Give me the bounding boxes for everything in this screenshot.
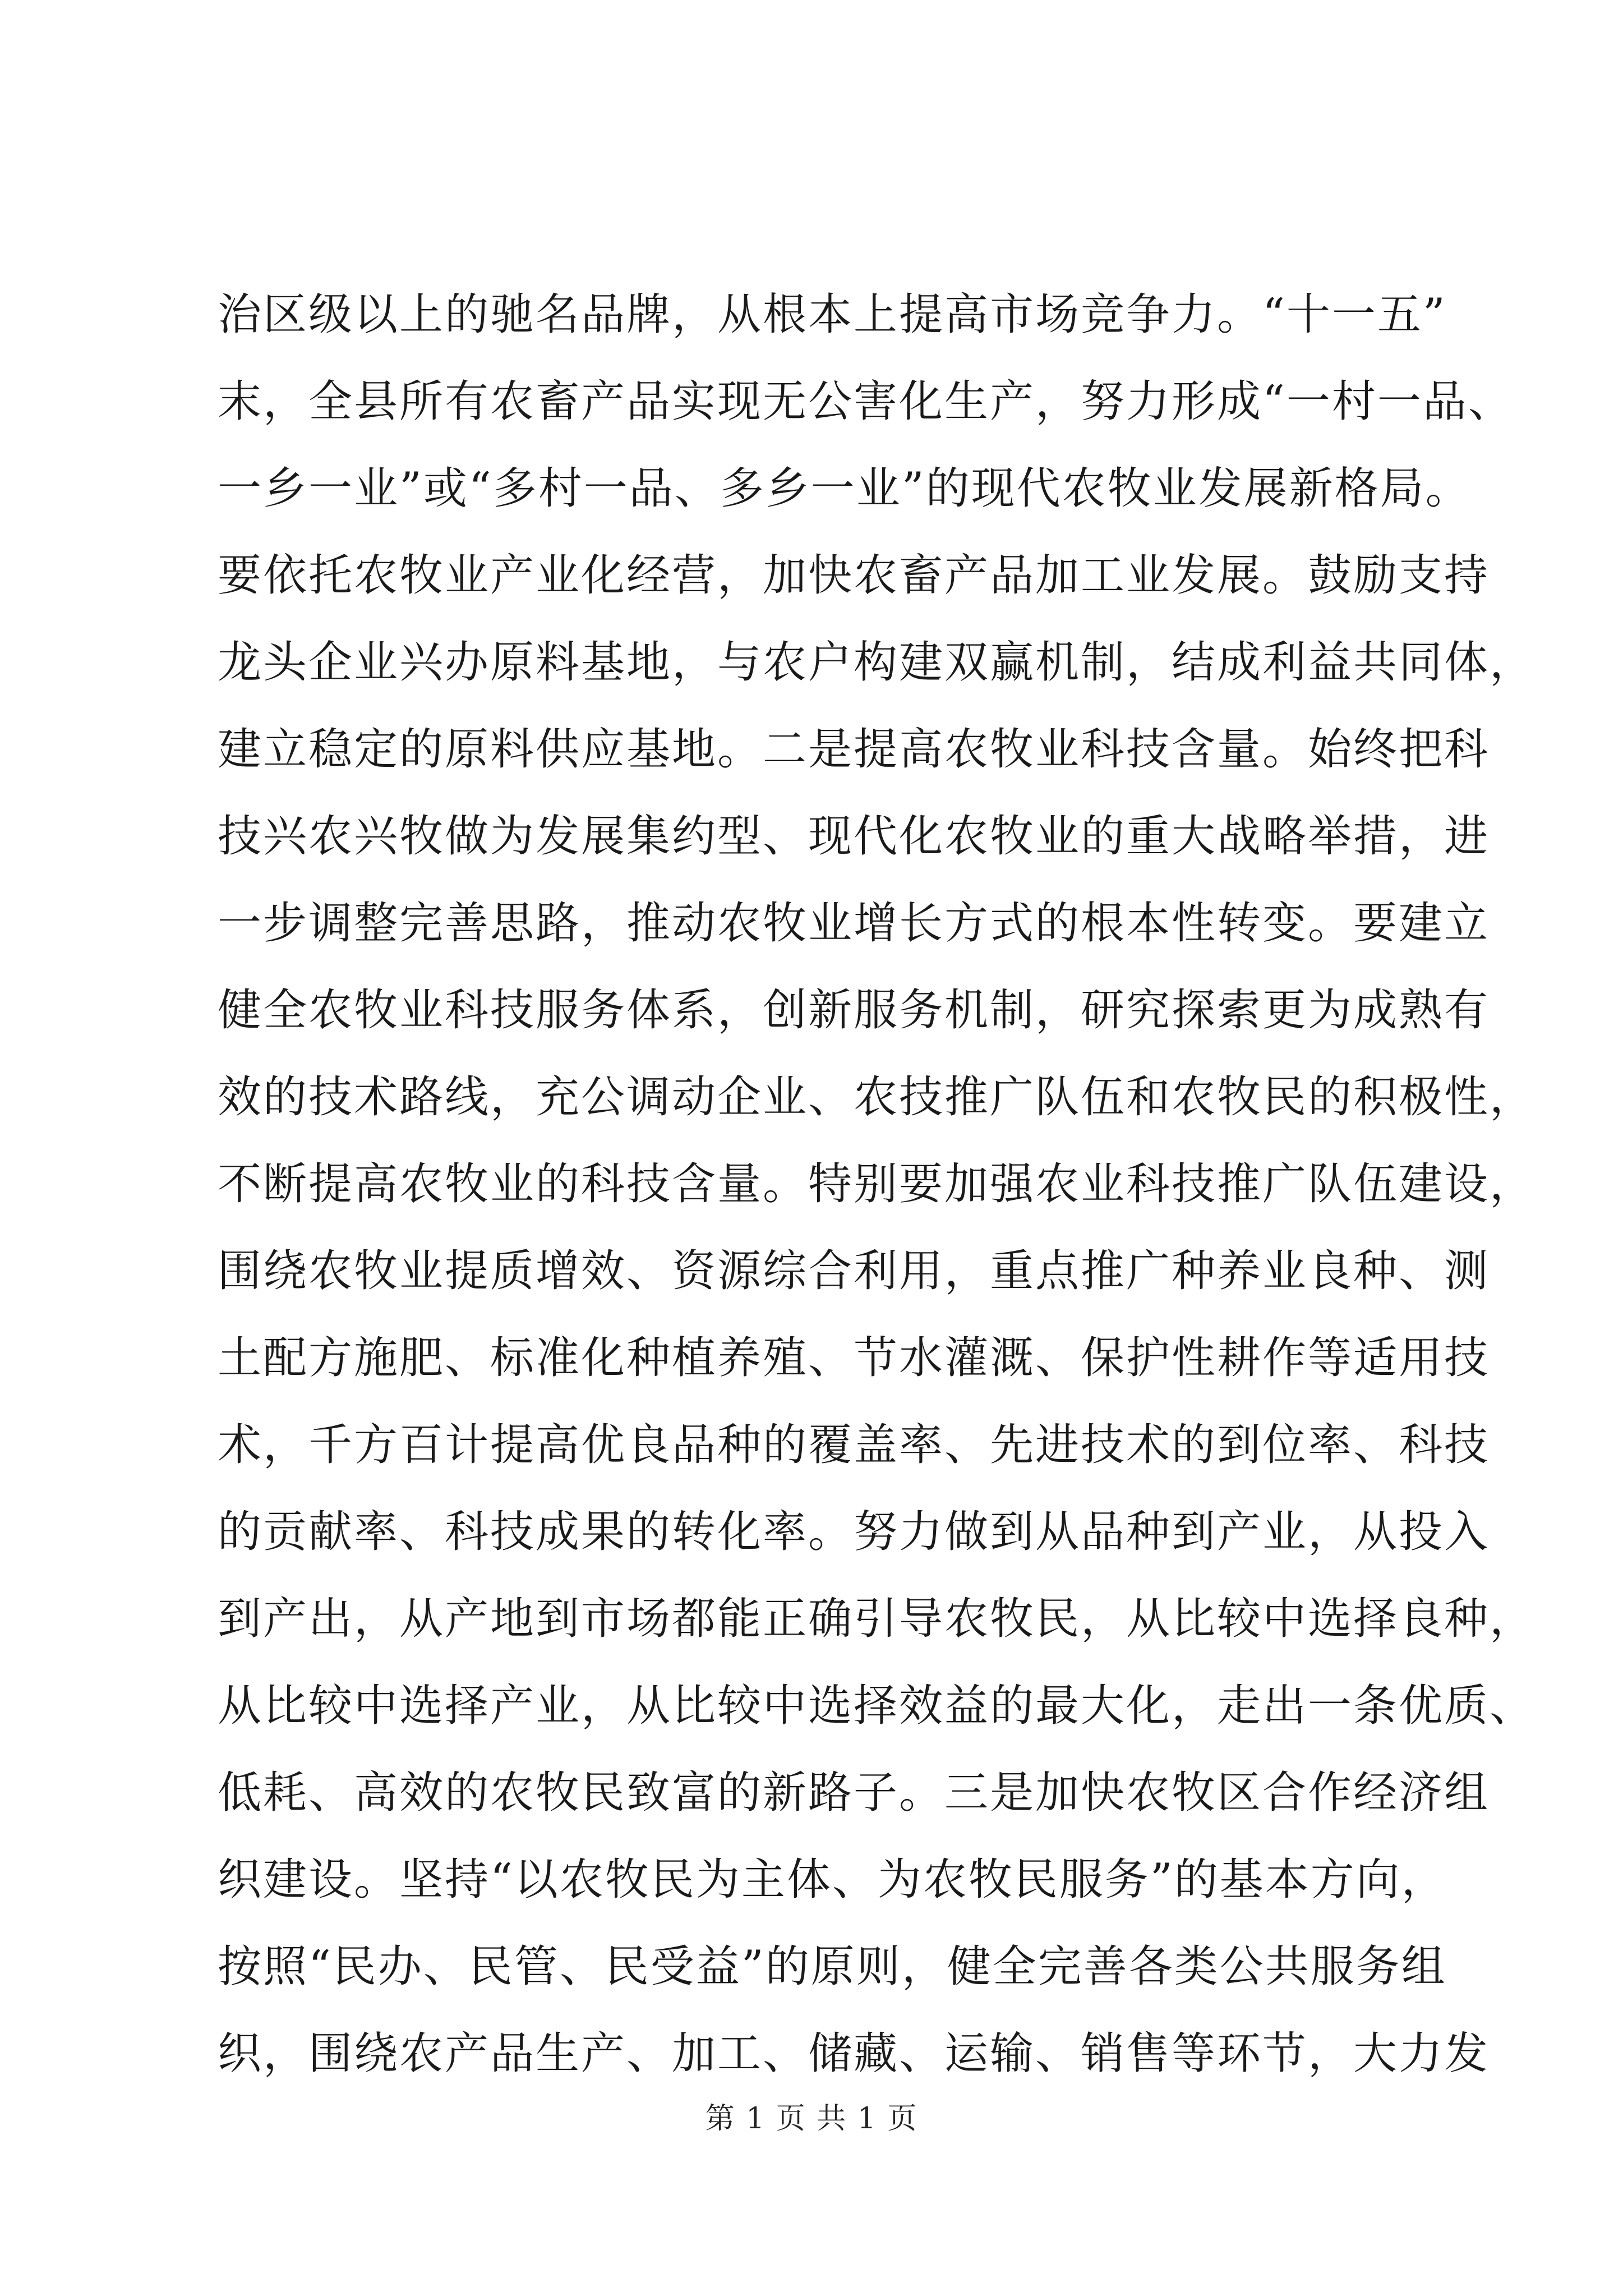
- text-line: 末，全县所有农畜产品实现无公害化生产，努力形成“一村一品、: [218, 376, 1514, 427]
- text-line: 不断提高农牧业的科技含量。特别要加强农业科技推广队伍建设，: [218, 1159, 1536, 1209]
- body-text: [218, 272, 1536, 2097]
- text-line: 效的技术路线，充公调动企业、农技推广队伍和农牧民的积极性，: [218, 1072, 1536, 1122]
- text-line: 龙头企业兴办原料基地，与农户构建双赢机制，结成利益共同体，: [218, 637, 1536, 688]
- text-line: 织建设。坚持“以农牧民为主体、为农牧民服务”的基本方向，: [218, 1855, 1447, 1905]
- text-line: 术，千方百计提高优良品种的覆盖率、先进技术的到位率、科技: [218, 1420, 1490, 1470]
- page-number-footer: 第 1 页 共 1 页: [705, 2102, 918, 2136]
- text-line: 一步调整完善思路，推动农牧业增长方式的根本性转变。要建立: [218, 898, 1490, 949]
- text-line: 健全农牧业科技服务体系，创新服务机制，研究探索更为成熟有: [218, 985, 1490, 1036]
- text-line: 从比较中选择产业，从比较中选择效益的最大化，走出一条优质、: [218, 1681, 1536, 1731]
- text-line: 要依托农牧业产业化经营，加快农畜产品加工业发展。鼓励支持: [218, 550, 1490, 601]
- text-line: 按照“民办、民管、民受益”的原则，健全完善各类公共服务组: [218, 1941, 1447, 1992]
- text-line: 技兴农兴牧做为发展集约型、现代化农牧业的重大战略举措，进: [218, 811, 1490, 862]
- text-line: 土配方施肥、标准化种植养殖、节水灌溉、保护性耕作等适用技: [218, 1333, 1490, 1383]
- text-line: 一乡一业”或“多村一品、多乡一业”的现代农牧业发展新格局。: [218, 463, 1471, 514]
- text-line: 低耗、高效的农牧民致富的新路子。三是加快农牧区合作经济组: [218, 1768, 1490, 1818]
- text-line: 建立稳定的原料供应基地。二是提高农牧业科技含量。始终把科: [218, 724, 1490, 775]
- text-line: 的贡献率、科技成果的转化率。努力做到从品种到产业，从投入: [218, 1507, 1490, 1557]
- text-line: 围绕农牧业提质增效、资源综合利用，重点推广种养业良种、测: [218, 1246, 1490, 1296]
- text-line: 到产出，从产地到市场都能正确引导农牧民，从比较中选择良种，: [218, 1594, 1536, 1644]
- text-line: 织，围绕农产品生产、加工、储藏、运输、销售等环节，大力发: [218, 2028, 1490, 2079]
- text-line: 治区级以上的驰名品牌，从根本上提高市场竞争力。“十一五”: [218, 289, 1447, 340]
